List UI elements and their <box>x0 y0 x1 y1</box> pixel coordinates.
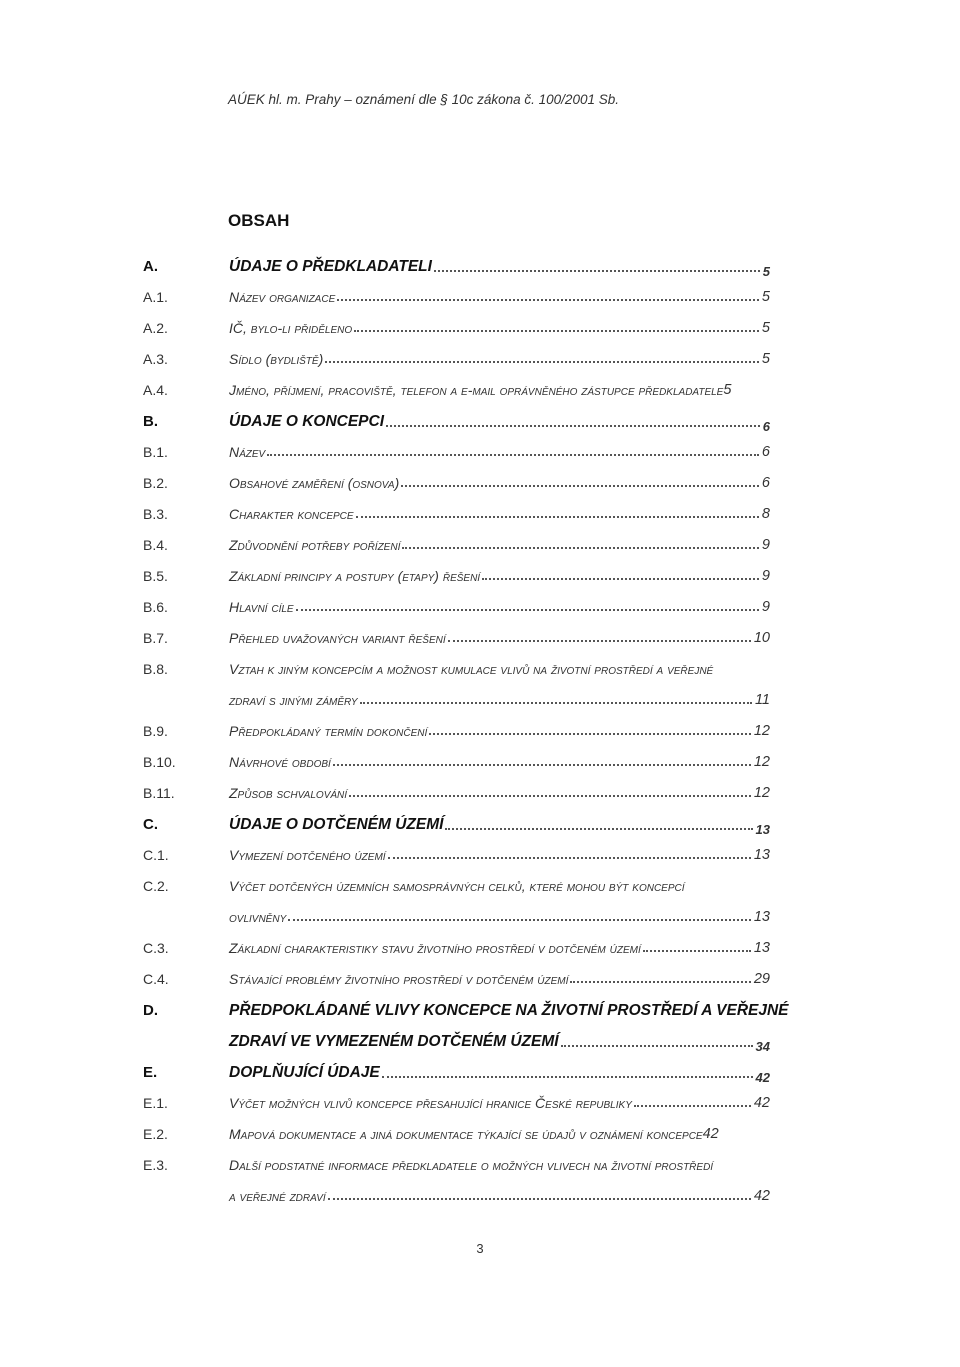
dot-leader <box>445 828 752 830</box>
toc-entry-page: 5 <box>761 289 770 305</box>
page-number: 3 <box>476 1241 484 1256</box>
dot-leader <box>288 919 751 921</box>
toc-entry-number: E. <box>143 1064 158 1081</box>
dot-leader <box>356 516 759 518</box>
toc-entry-line <box>229 444 770 460</box>
toc-entry-label: Jméno, příjmení, pracoviště, telefon a e-mail oprávněného zástupce předkladatele <box>229 382 724 398</box>
dot-leader <box>382 1076 753 1078</box>
toc-entry-line <box>229 971 770 987</box>
toc-entry-line <box>229 785 770 801</box>
toc-entry <box>0 537 960 561</box>
toc-entry-number: C.4. <box>143 971 169 987</box>
toc-entry-line <box>229 475 770 491</box>
toc-entry <box>0 971 960 995</box>
toc-entry-page: 5 <box>723 382 732 398</box>
dot-leader <box>570 981 750 983</box>
toc-entry-label: Základní principy a postupy (etapy) řešení <box>229 568 481 584</box>
toc-entry <box>0 1064 960 1088</box>
toc-entry-line <box>229 568 770 584</box>
toc-entry-number: B.1. <box>143 444 168 460</box>
toc-entry-line <box>229 382 770 398</box>
toc-entry <box>0 382 960 406</box>
toc-entry <box>0 754 960 778</box>
toc-entry-label: Návrhové období <box>229 754 331 770</box>
dot-leader <box>388 857 751 859</box>
toc-entry <box>0 1002 960 1026</box>
toc-entry-line <box>229 816 770 837</box>
toc-entry-page: 5 <box>761 320 770 336</box>
toc-entry-number: E.3. <box>143 1157 168 1173</box>
dot-leader <box>429 733 751 735</box>
dot-leader <box>482 578 759 580</box>
dot-leader <box>401 485 759 487</box>
dot-leader <box>402 547 759 549</box>
toc-entry-label: Hlavní cíle <box>229 599 294 615</box>
toc-entry-number: B.11. <box>143 785 175 801</box>
dot-leader <box>296 609 759 611</box>
toc-entry-page: 11 <box>754 692 770 708</box>
toc-entry-number: A. <box>143 258 158 275</box>
toc-entry-line <box>229 599 770 615</box>
dot-leader <box>434 270 760 272</box>
toc-entry-number: A.2. <box>143 320 168 336</box>
dot-leader <box>328 1198 751 1200</box>
toc-entry-label: Způsob schvalování <box>229 785 348 801</box>
toc-entry-label: Sídlo (bydliště) <box>229 351 324 367</box>
toc-entry-number: B.7. <box>143 630 168 646</box>
toc-entry-label: Název <box>229 444 266 460</box>
toc-entry-label: Charakter koncepce <box>229 506 354 522</box>
toc-entry-label-line1: Další podstatné informace předkladatele o možných vlivech na životní prostředí <box>229 1157 714 1173</box>
toc-entry-continuation <box>0 1033 960 1057</box>
dot-leader <box>333 764 751 766</box>
toc-entry-number: D. <box>143 1002 158 1019</box>
toc-entry-label: Zdůvodnění potřeby pořízení <box>229 537 401 553</box>
toc-entry-label-line1: PŘEDPOKLÁDANÉ VLIVY KONCEPCE NA ŽIVOTNÍ PROSTŘEDÍ A VEŘEJNÉ <box>229 1002 789 1019</box>
toc-entry-line <box>229 413 770 434</box>
toc-entry-page: 12 <box>753 754 770 770</box>
toc-entry-line <box>229 1064 770 1085</box>
toc-entry-label: ÚDAJE O PŘEDKLADATELI <box>229 258 432 275</box>
dot-leader <box>360 702 752 704</box>
toc-entry-label: a veřejné zdraví <box>229 1188 326 1204</box>
toc-entry-line <box>229 258 770 279</box>
toc-entry <box>0 661 960 685</box>
toc-entry-number: B. <box>143 413 158 430</box>
dot-leader <box>634 1105 751 1107</box>
toc-entry <box>0 320 960 344</box>
toc-entry-number: A.1. <box>143 289 168 305</box>
toc-entry <box>0 1157 960 1181</box>
toc-entry-line <box>229 1126 770 1142</box>
toc-entry-label: Obsahové zaměření (osnova) <box>229 475 400 491</box>
toc-entry <box>0 1126 960 1150</box>
toc-entry-label: ZDRAVÍ VE VYMEZENÉM DOTČENÉM ÚZEMÍ <box>229 1033 559 1050</box>
toc-entry-number: C. <box>143 816 158 833</box>
toc-entry-label: Stávající problémy životního prostředí v dotčeném území <box>229 971 569 987</box>
toc-entry-continuation <box>0 692 960 716</box>
toc-entry <box>0 1095 960 1119</box>
toc-entry <box>0 475 960 499</box>
toc-entry <box>0 289 960 313</box>
toc-entry-line <box>229 940 770 956</box>
toc-entry-page: 13 <box>753 909 770 925</box>
toc-entry-number: B.9. <box>143 723 168 739</box>
toc-entry-page: 13 <box>753 847 770 863</box>
toc-entry-number: B.10. <box>143 754 176 770</box>
toc-entry-label-line1: Výčet dotčených územních samosprávných celků, které mohou být koncepcí <box>229 878 685 894</box>
toc-entry-line <box>229 351 770 367</box>
toc-entry-line <box>229 692 770 708</box>
toc-entry-page: 6 <box>761 475 770 491</box>
toc-entry-line <box>229 1095 770 1111</box>
toc-entry-number: B.2. <box>143 475 168 491</box>
toc-entry-number: C.3. <box>143 940 169 956</box>
toc-entry-page: 9 <box>761 599 770 615</box>
toc-entry-line <box>229 723 770 739</box>
toc-entry-page: 34 <box>755 1039 770 1054</box>
toc-entry-label: ÚDAJE O KONCEPCI <box>229 413 385 430</box>
toc-entry-line <box>229 289 770 305</box>
toc-entry <box>0 599 960 623</box>
dot-leader <box>561 1045 753 1047</box>
toc-entry <box>0 444 960 468</box>
toc-entry <box>0 413 960 437</box>
toc-entry-label: ovlivněny <box>229 909 287 925</box>
toc-title: OBSAH <box>228 211 290 230</box>
toc-entry <box>0 506 960 530</box>
toc-entry-label: IČ, bylo-li přiděleno <box>229 320 353 336</box>
toc-entry-label: Základní charakteristiky stavu životního prostředí v dotčeném území <box>229 940 641 956</box>
toc-entry-label: Vymezení dotčeného území <box>229 847 386 863</box>
toc-entry <box>0 258 960 282</box>
toc-entry-number: B.5. <box>143 568 168 584</box>
dot-leader <box>325 361 759 363</box>
toc-entry-number: B.8. <box>143 661 168 677</box>
toc-entry-page: 13 <box>753 940 770 956</box>
toc-entry <box>0 878 960 902</box>
toc-entry-page: 42 <box>755 1070 770 1085</box>
toc-entry-page: 13 <box>755 822 770 837</box>
toc-entry-line <box>229 1033 770 1054</box>
toc-entry-number: B.4. <box>143 537 168 553</box>
dot-leader <box>643 950 751 952</box>
toc-entry <box>0 630 960 654</box>
toc-entry-label: Výčet možných vlivů koncepce přesahující hranice České republiky <box>229 1095 632 1111</box>
toc-entry-line <box>229 506 770 522</box>
toc-entry-label: DOPLŇUJÍCÍ ÚDAJE <box>229 1064 380 1081</box>
dot-leader <box>354 330 759 332</box>
toc-entry-number: E.2. <box>143 1126 168 1142</box>
toc-entry-page: 6 <box>762 419 770 434</box>
dot-leader <box>349 795 751 797</box>
toc-entry-label-line1: Vztah k jiným koncepcím a možnost kumulace vlivů na životní prostředí a veřejné <box>229 661 714 677</box>
toc-entry-page: 9 <box>761 537 770 553</box>
toc-entry <box>0 785 960 809</box>
toc-entry-page: 8 <box>761 506 770 522</box>
toc-entry-number: A.3. <box>143 351 168 367</box>
toc-entry-label: ÚDAJE O DOTČENÉM ÚZEMÍ <box>229 816 444 833</box>
toc-entry-page: 12 <box>753 785 770 801</box>
toc-entry <box>0 940 960 964</box>
toc-entry-line <box>229 909 770 925</box>
toc-entry-number: C.1. <box>143 847 169 863</box>
toc-entry-page: 6 <box>761 444 770 460</box>
toc-entry-number: C.2. <box>143 878 169 894</box>
toc-entry-number: A.4. <box>143 382 168 398</box>
toc-entry-line <box>229 847 770 863</box>
dot-leader <box>337 299 759 301</box>
toc-entry-label: Mapová dokumentace a jiná dokumentace týkající se údajů v oznámení koncepce <box>229 1126 703 1142</box>
toc-entry-line <box>229 320 770 336</box>
toc-entry-number: B.3. <box>143 506 168 522</box>
toc-entry-label: Název organizace <box>229 289 336 305</box>
toc-entry-page: 42 <box>753 1095 770 1111</box>
toc-entry-continuation <box>0 909 960 933</box>
dot-leader <box>386 425 760 427</box>
toc-entry-page: 42 <box>702 1126 719 1142</box>
toc-entry-page: 5 <box>762 264 770 279</box>
toc-entry-line <box>229 754 770 770</box>
toc-entry-line <box>229 537 770 553</box>
toc-entry <box>0 351 960 375</box>
toc-entry-page: 12 <box>753 723 770 739</box>
dot-leader <box>267 454 759 456</box>
toc-entry-page: 9 <box>761 568 770 584</box>
toc-entry-label: Přehled uvažovaných variant řešení <box>229 630 446 646</box>
toc-entry-label: zdraví s jinými záměry <box>229 692 358 708</box>
toc-entry-number: B.6. <box>143 599 168 615</box>
toc-entry-label: Předpokládaný termín dokončení <box>229 723 428 739</box>
toc-entry-line <box>229 1188 770 1204</box>
toc-entry-page: 42 <box>753 1188 770 1204</box>
toc-entry-number: E.1. <box>143 1095 168 1111</box>
toc-entry-page: 10 <box>753 630 770 646</box>
toc-entry-line <box>229 630 770 646</box>
toc-entry-continuation <box>0 1188 960 1212</box>
toc-entry <box>0 847 960 871</box>
toc-entry <box>0 723 960 747</box>
document-header: AÚEK hl. m. Prahy – oznámení dle § 10c zákona č. 100/2001 Sb. <box>228 92 619 107</box>
toc-entry <box>0 816 960 840</box>
toc-entry <box>0 568 960 592</box>
dot-leader <box>448 640 751 642</box>
toc-entry-page: 5 <box>761 351 770 367</box>
toc-entry-page: 29 <box>753 971 770 987</box>
